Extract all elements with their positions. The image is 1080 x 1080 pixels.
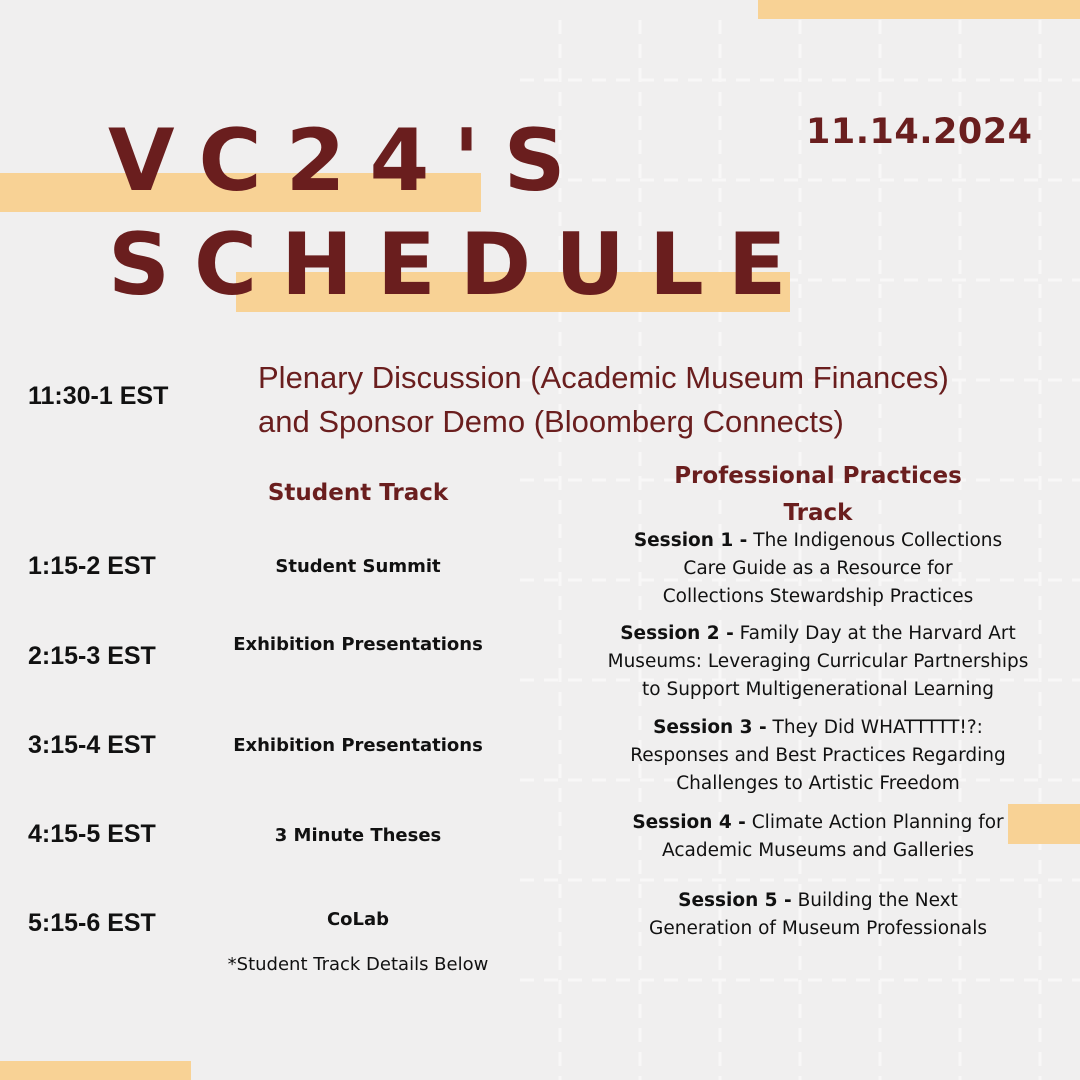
student-session-4: 3 Minute Theses bbox=[274, 825, 442, 846]
session-title-line: Collections Stewardship Practices bbox=[662, 586, 974, 607]
time-slot-4: 4:15-5 EST bbox=[28, 820, 156, 848]
event-date: 11.14.2024 bbox=[806, 112, 1033, 152]
professional-session-4 bbox=[590, 809, 1046, 865]
session-title-line: Generation of Museum Professionals bbox=[649, 918, 987, 939]
accent-bar-top-right bbox=[758, 0, 1080, 19]
time-slot-3: 3:15-4 EST bbox=[28, 731, 156, 759]
time-slot-2: 2:15-3 EST bbox=[28, 642, 156, 670]
page-title-line-1: VC24'S bbox=[108, 111, 590, 211]
session-title-line: They Did WHATTTTT!?: bbox=[772, 717, 983, 738]
accent-bar-bottom-left bbox=[0, 1061, 191, 1080]
session-title-line: Family Day at the Harvard Art bbox=[739, 623, 1016, 644]
session-title-line: to Support Multigenerational Learning bbox=[642, 679, 994, 700]
professional-session-1 bbox=[590, 527, 1046, 611]
plenary-line-2: and Sponsor Demo (Bloomberg Connects) bbox=[258, 404, 844, 439]
session-label: Session 4 - bbox=[632, 812, 746, 833]
student-track-heading: Student Track bbox=[267, 480, 449, 506]
professional-track-heading-line-2: Track bbox=[783, 500, 853, 526]
professional-session-3 bbox=[590, 714, 1046, 798]
session-title-line: Care Guide as a Resource for bbox=[683, 558, 953, 579]
session-title-line: Climate Action Planning for bbox=[751, 812, 1004, 833]
session-title-line: The Indigenous Collections bbox=[753, 530, 1003, 551]
session-title-line: Responses and Best Practices Regarding bbox=[630, 745, 1006, 766]
plenary-time: 11:30-1 EST bbox=[28, 382, 169, 410]
session-title-line: Academic Museums and Galleries bbox=[662, 840, 974, 861]
session-title-line: Building the Next bbox=[797, 890, 958, 911]
session-label: Session 1 - bbox=[633, 530, 748, 551]
session-label: Session 2 - bbox=[620, 623, 734, 644]
student-session-2: Exhibition Presentations bbox=[233, 634, 483, 655]
student-session-1: Student Summit bbox=[275, 556, 441, 577]
plenary-description bbox=[258, 356, 949, 444]
page-title-line-2: SCHEDULE bbox=[108, 215, 811, 315]
student-track-note: *Student Track Details Below bbox=[227, 954, 489, 975]
student-session-5: CoLab bbox=[326, 909, 390, 930]
plenary-line-1: Plenary Discussion (Academic Museum Finances) bbox=[258, 360, 949, 395]
time-slot-1: 1:15-2 EST bbox=[28, 552, 156, 580]
professional-session-5 bbox=[590, 887, 1046, 943]
session-title-line: Museums: Leveraging Curricular Partnerships bbox=[607, 651, 1029, 672]
time-slot-5: 5:15-6 EST bbox=[28, 909, 156, 937]
session-label: Session 3 - bbox=[653, 717, 767, 738]
professional-track-heading-line-1: Professional Practices bbox=[674, 463, 962, 489]
student-session-3: Exhibition Presentations bbox=[233, 735, 483, 756]
session-label: Session 5 - bbox=[678, 890, 792, 911]
session-title-line: Challenges to Artistic Freedom bbox=[676, 773, 960, 794]
professional-track-heading bbox=[590, 458, 1046, 532]
professional-session-2 bbox=[590, 620, 1046, 704]
